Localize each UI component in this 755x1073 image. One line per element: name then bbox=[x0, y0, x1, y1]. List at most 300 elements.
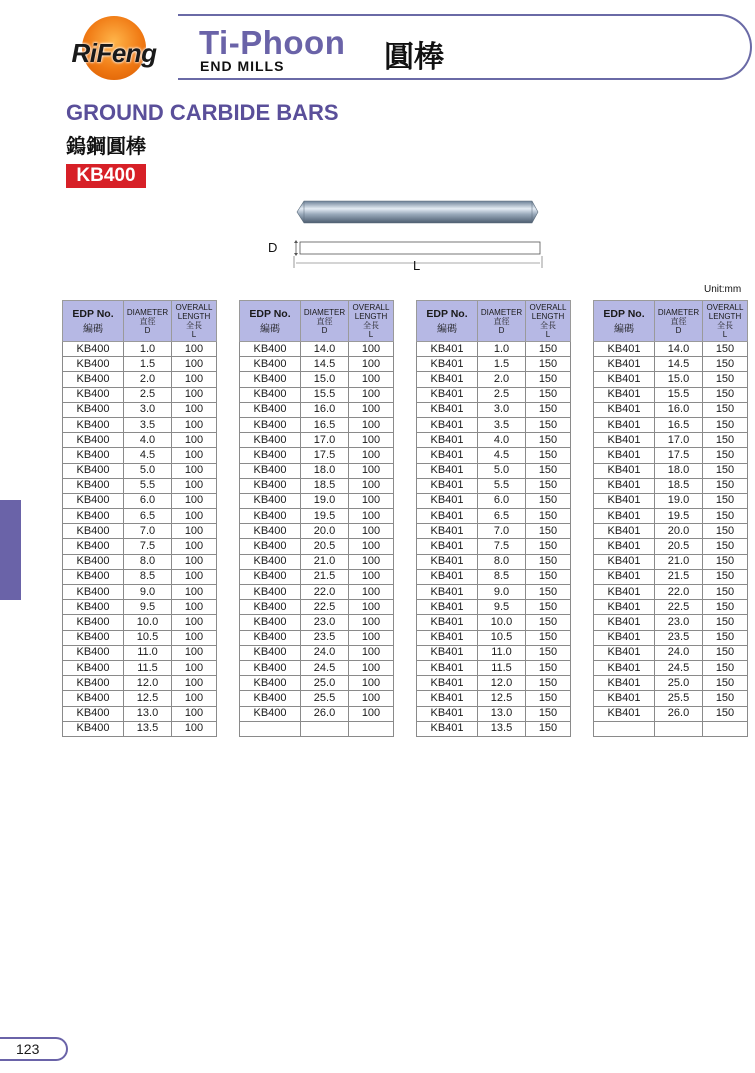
diameter-cell: 4.0 bbox=[124, 433, 172, 448]
table-row bbox=[63, 615, 217, 630]
diameter-cell: 24.5 bbox=[655, 660, 703, 675]
edp-cell: KB401 bbox=[594, 600, 655, 615]
edp-cell: KB400 bbox=[63, 463, 124, 478]
table-row bbox=[240, 645, 394, 660]
table-row bbox=[240, 569, 394, 584]
diameter-cell bbox=[301, 721, 349, 736]
length-cell: 150 bbox=[703, 600, 748, 615]
diameter-cell: 6.5 bbox=[124, 509, 172, 524]
diameter-cell: 10.5 bbox=[478, 630, 526, 645]
table-row bbox=[417, 615, 571, 630]
edp-cell: KB401 bbox=[594, 676, 655, 691]
edp-cell: KB401 bbox=[417, 509, 478, 524]
table-row bbox=[63, 463, 217, 478]
chapter-side-tab bbox=[0, 500, 21, 600]
diameter-cell: 17.5 bbox=[655, 448, 703, 463]
length-cell: 150 bbox=[703, 342, 748, 357]
edp-cell: KB400 bbox=[240, 569, 301, 584]
table-row bbox=[594, 357, 748, 372]
length-cell: 150 bbox=[703, 493, 748, 508]
diameter-cell: 5.0 bbox=[478, 463, 526, 478]
edp-cell: KB400 bbox=[63, 524, 124, 539]
diameter-cell: 14.5 bbox=[301, 357, 349, 372]
edp-cell: KB401 bbox=[417, 357, 478, 372]
table-row bbox=[594, 448, 748, 463]
table-row bbox=[240, 463, 394, 478]
dimension-diagram bbox=[264, 236, 554, 278]
diameter-cell: 14.0 bbox=[301, 342, 349, 357]
edp-cell: KB401 bbox=[417, 493, 478, 508]
length-cell: 150 bbox=[703, 554, 748, 569]
length-cell: 150 bbox=[703, 660, 748, 675]
length-cell: 150 bbox=[703, 645, 748, 660]
table-row bbox=[240, 706, 394, 721]
diameter-cell: 8.0 bbox=[478, 554, 526, 569]
edp-cell: KB401 bbox=[417, 600, 478, 615]
diameter-cell: 13.0 bbox=[124, 706, 172, 721]
edp-cell: KB400 bbox=[63, 342, 124, 357]
edp-cell: KB400 bbox=[240, 691, 301, 706]
table-row bbox=[240, 509, 394, 524]
table-row bbox=[63, 417, 217, 432]
table-row bbox=[63, 691, 217, 706]
table-row bbox=[240, 478, 394, 493]
diameter-header: DIAMETER 直徑 D bbox=[301, 301, 349, 342]
length-cell: 100 bbox=[349, 372, 394, 387]
table-row bbox=[240, 342, 394, 357]
diameter-cell: 6.0 bbox=[124, 493, 172, 508]
edp-cell: KB401 bbox=[594, 539, 655, 554]
length-cell: 150 bbox=[526, 402, 571, 417]
table-row bbox=[240, 691, 394, 706]
diameter-cell: 9.5 bbox=[478, 600, 526, 615]
table-row bbox=[417, 524, 571, 539]
table-row bbox=[63, 387, 217, 402]
length-cell bbox=[349, 721, 394, 736]
length-cell: 100 bbox=[349, 600, 394, 615]
length-cell: 150 bbox=[526, 372, 571, 387]
section-title-cn: 鎢鋼圓棒 bbox=[66, 134, 146, 158]
diameter-cell: 21.5 bbox=[655, 569, 703, 584]
length-cell: 100 bbox=[172, 554, 217, 569]
edp-cell: KB401 bbox=[417, 402, 478, 417]
edp-cell: KB401 bbox=[417, 706, 478, 721]
edp-cell: KB400 bbox=[63, 569, 124, 584]
table-row bbox=[417, 554, 571, 569]
diameter-cell: 3.5 bbox=[478, 417, 526, 432]
table-row bbox=[417, 721, 571, 736]
length-cell: 100 bbox=[172, 509, 217, 524]
diameter-cell: 8.0 bbox=[124, 554, 172, 569]
table-row bbox=[594, 493, 748, 508]
length-cell: 100 bbox=[349, 478, 394, 493]
diameter-cell: 6.0 bbox=[478, 493, 526, 508]
table-row bbox=[594, 417, 748, 432]
table-row bbox=[594, 645, 748, 660]
table-row bbox=[63, 706, 217, 721]
length-cell: 150 bbox=[703, 433, 748, 448]
length-cell: 150 bbox=[526, 630, 571, 645]
edp-cell bbox=[594, 721, 655, 736]
edp-cell: KB401 bbox=[594, 493, 655, 508]
table-row bbox=[63, 600, 217, 615]
diameter-cell: 23.0 bbox=[301, 615, 349, 630]
diameter-cell: 5.0 bbox=[124, 463, 172, 478]
diameter-cell: 3.0 bbox=[124, 402, 172, 417]
diameter-cell: 11.5 bbox=[124, 660, 172, 675]
diameter-cell: 21.0 bbox=[301, 554, 349, 569]
length-cell: 150 bbox=[703, 478, 748, 493]
edp-cell: KB400 bbox=[63, 417, 124, 432]
table-row bbox=[594, 433, 748, 448]
diameter-cell: 22.5 bbox=[301, 600, 349, 615]
edp-cell bbox=[240, 721, 301, 736]
diameter-cell: 4.5 bbox=[478, 448, 526, 463]
length-cell: 100 bbox=[172, 645, 217, 660]
diameter-cell: 10.0 bbox=[124, 615, 172, 630]
table-row bbox=[417, 676, 571, 691]
spec-table-1 bbox=[62, 300, 217, 737]
diameter-cell: 16.0 bbox=[301, 402, 349, 417]
length-cell: 150 bbox=[703, 706, 748, 721]
length-header: OVERALL LENGTH 全長 L bbox=[172, 301, 217, 342]
table-row bbox=[240, 600, 394, 615]
length-cell: 150 bbox=[703, 524, 748, 539]
edp-cell: KB401 bbox=[417, 448, 478, 463]
length-cell: 150 bbox=[526, 387, 571, 402]
table-row bbox=[417, 645, 571, 660]
table-row bbox=[63, 402, 217, 417]
edp-cell: KB401 bbox=[417, 554, 478, 569]
table-row bbox=[240, 402, 394, 417]
length-cell: 150 bbox=[526, 660, 571, 675]
length-cell: 100 bbox=[349, 417, 394, 432]
length-cell: 100 bbox=[172, 721, 217, 736]
edp-cell: KB400 bbox=[240, 585, 301, 600]
diameter-cell: 22.0 bbox=[301, 585, 349, 600]
spec-table-4 bbox=[593, 300, 748, 737]
diameter-cell: 2.5 bbox=[478, 387, 526, 402]
table-row bbox=[63, 433, 217, 448]
table-row bbox=[594, 615, 748, 630]
edp-cell: KB401 bbox=[594, 463, 655, 478]
diameter-cell: 6.5 bbox=[478, 509, 526, 524]
table-row bbox=[594, 630, 748, 645]
table-row bbox=[417, 630, 571, 645]
table-row bbox=[417, 706, 571, 721]
length-cell: 100 bbox=[349, 615, 394, 630]
table-row bbox=[417, 691, 571, 706]
diameter-cell: 24.0 bbox=[655, 645, 703, 660]
edp-cell: KB401 bbox=[417, 660, 478, 675]
diameter-cell: 7.5 bbox=[124, 539, 172, 554]
length-cell: 100 bbox=[172, 387, 217, 402]
diameter-cell: 19.5 bbox=[301, 509, 349, 524]
length-cell: 100 bbox=[172, 660, 217, 675]
length-cell: 100 bbox=[172, 691, 217, 706]
table-row bbox=[417, 509, 571, 524]
length-cell: 100 bbox=[349, 585, 394, 600]
length-cell: 150 bbox=[526, 615, 571, 630]
table-row bbox=[240, 448, 394, 463]
length-cell: 100 bbox=[172, 493, 217, 508]
edp-cell: KB401 bbox=[594, 645, 655, 660]
table-row bbox=[63, 569, 217, 584]
spec-table-3 bbox=[416, 300, 571, 737]
diameter-cell: 2.5 bbox=[124, 387, 172, 402]
edp-cell: KB401 bbox=[417, 569, 478, 584]
length-cell: 100 bbox=[172, 372, 217, 387]
length-cell: 150 bbox=[703, 402, 748, 417]
diameter-cell: 11.0 bbox=[124, 645, 172, 660]
table-row bbox=[240, 433, 394, 448]
table-row bbox=[594, 691, 748, 706]
edp-cell: KB400 bbox=[240, 402, 301, 417]
edp-header: EDP No. 編碼 bbox=[417, 301, 478, 342]
length-cell: 150 bbox=[703, 448, 748, 463]
edp-cell: KB400 bbox=[240, 493, 301, 508]
diameter-cell: 20.5 bbox=[655, 539, 703, 554]
length-cell: 150 bbox=[526, 600, 571, 615]
diameter-cell: 4.5 bbox=[124, 448, 172, 463]
edp-cell: KB401 bbox=[594, 706, 655, 721]
diameter-cell: 5.5 bbox=[478, 478, 526, 493]
edp-cell: KB400 bbox=[63, 509, 124, 524]
diameter-cell: 16.5 bbox=[655, 417, 703, 432]
diameter-label: D bbox=[268, 240, 278, 255]
edp-cell: KB401 bbox=[417, 417, 478, 432]
diameter-cell: 15.5 bbox=[655, 387, 703, 402]
edp-cell: KB401 bbox=[594, 660, 655, 675]
rifeng-logo bbox=[58, 16, 170, 78]
edp-header: EDP No. 編碼 bbox=[63, 301, 124, 342]
length-cell: 150 bbox=[703, 630, 748, 645]
length-cell: 100 bbox=[172, 357, 217, 372]
edp-cell: KB401 bbox=[594, 417, 655, 432]
diameter-cell: 10.0 bbox=[478, 615, 526, 630]
length-cell: 100 bbox=[349, 524, 394, 539]
diameter-cell: 21.0 bbox=[655, 554, 703, 569]
length-cell: 100 bbox=[349, 660, 394, 675]
product-code-badge: KB400 bbox=[66, 164, 146, 188]
edp-cell: KB401 bbox=[594, 630, 655, 645]
edp-cell: KB400 bbox=[63, 448, 124, 463]
table-row bbox=[594, 478, 748, 493]
diameter-cell: 8.5 bbox=[478, 569, 526, 584]
diameter-cell: 7.0 bbox=[478, 524, 526, 539]
length-cell: 100 bbox=[172, 600, 217, 615]
edp-cell: KB401 bbox=[594, 433, 655, 448]
table-row bbox=[594, 539, 748, 554]
edp-cell: KB400 bbox=[63, 539, 124, 554]
edp-cell: KB400 bbox=[63, 387, 124, 402]
table-row bbox=[417, 372, 571, 387]
edp-cell: KB400 bbox=[63, 433, 124, 448]
table-row bbox=[240, 387, 394, 402]
edp-cell: KB401 bbox=[594, 448, 655, 463]
edp-cell: KB400 bbox=[240, 539, 301, 554]
unit-label: Unit:mm bbox=[704, 284, 742, 295]
length-cell: 150 bbox=[703, 569, 748, 584]
table-row bbox=[417, 448, 571, 463]
length-cell: 100 bbox=[349, 569, 394, 584]
length-cell: 100 bbox=[172, 448, 217, 463]
carbide-bar-illustration bbox=[294, 198, 540, 226]
length-cell: 100 bbox=[349, 676, 394, 691]
length-cell: 150 bbox=[703, 676, 748, 691]
edp-cell: KB400 bbox=[63, 600, 124, 615]
diameter-cell: 18.0 bbox=[655, 463, 703, 478]
length-cell: 100 bbox=[349, 463, 394, 478]
table-row bbox=[594, 463, 748, 478]
table-row bbox=[63, 478, 217, 493]
diameter-cell: 13.5 bbox=[124, 721, 172, 736]
table-row bbox=[594, 554, 748, 569]
diameter-cell: 19.5 bbox=[655, 509, 703, 524]
table-row bbox=[63, 585, 217, 600]
diameter-cell: 23.0 bbox=[655, 615, 703, 630]
edp-cell: KB400 bbox=[63, 357, 124, 372]
table-row bbox=[417, 357, 571, 372]
diameter-cell: 23.5 bbox=[301, 630, 349, 645]
length-cell: 150 bbox=[526, 676, 571, 691]
edp-cell: KB400 bbox=[63, 554, 124, 569]
edp-cell: KB400 bbox=[240, 630, 301, 645]
length-cell: 150 bbox=[526, 569, 571, 584]
diameter-cell: 12.5 bbox=[124, 691, 172, 706]
table-row bbox=[240, 660, 394, 675]
length-cell: 150 bbox=[526, 645, 571, 660]
edp-cell: KB401 bbox=[594, 691, 655, 706]
edp-cell: KB401 bbox=[417, 463, 478, 478]
length-header: OVERALL LENGTH 全長 L bbox=[526, 301, 571, 342]
diameter-cell: 26.0 bbox=[301, 706, 349, 721]
diameter-cell: 15.5 bbox=[301, 387, 349, 402]
table-row bbox=[240, 417, 394, 432]
length-cell: 150 bbox=[703, 615, 748, 630]
edp-cell: KB400 bbox=[240, 615, 301, 630]
length-cell: 100 bbox=[172, 463, 217, 478]
diameter-cell: 5.5 bbox=[124, 478, 172, 493]
edp-cell: KB401 bbox=[594, 585, 655, 600]
edp-cell: KB400 bbox=[63, 676, 124, 691]
diameter-cell: 3.5 bbox=[124, 417, 172, 432]
length-cell: 100 bbox=[349, 433, 394, 448]
diameter-cell: 18.5 bbox=[301, 478, 349, 493]
table-row bbox=[240, 372, 394, 387]
length-cell: 100 bbox=[172, 706, 217, 721]
table-row bbox=[417, 569, 571, 584]
table-row bbox=[240, 615, 394, 630]
edp-header: EDP No. 編碼 bbox=[594, 301, 655, 342]
length-cell: 150 bbox=[703, 509, 748, 524]
length-cell: 150 bbox=[703, 357, 748, 372]
table-row bbox=[594, 660, 748, 675]
length-header: OVERALL LENGTH 全長 L bbox=[349, 301, 394, 342]
length-cell: 150 bbox=[526, 706, 571, 721]
diameter-cell: 15.0 bbox=[655, 372, 703, 387]
diameter-cell: 1.0 bbox=[124, 342, 172, 357]
table-row bbox=[63, 493, 217, 508]
length-cell: 150 bbox=[526, 721, 571, 736]
edp-cell: KB400 bbox=[63, 493, 124, 508]
edp-cell: KB400 bbox=[240, 645, 301, 660]
length-cell: 150 bbox=[526, 478, 571, 493]
edp-cell: KB400 bbox=[240, 417, 301, 432]
diameter-cell: 17.5 bbox=[301, 448, 349, 463]
length-cell: 100 bbox=[172, 539, 217, 554]
diameter-cell: 12.0 bbox=[478, 676, 526, 691]
diameter-cell: 16.5 bbox=[301, 417, 349, 432]
edp-cell: KB401 bbox=[417, 372, 478, 387]
edp-cell: KB401 bbox=[594, 554, 655, 569]
table-row bbox=[63, 676, 217, 691]
table-row bbox=[63, 509, 217, 524]
edp-cell: KB400 bbox=[240, 600, 301, 615]
table-row bbox=[63, 342, 217, 357]
diameter-cell: 14.5 bbox=[655, 357, 703, 372]
table-row bbox=[240, 676, 394, 691]
length-cell: 150 bbox=[526, 585, 571, 600]
length-cell: 100 bbox=[172, 524, 217, 539]
diameter-cell: 17.0 bbox=[301, 433, 349, 448]
table-row bbox=[63, 660, 217, 675]
diameter-cell: 17.0 bbox=[655, 433, 703, 448]
edp-cell: KB400 bbox=[240, 509, 301, 524]
edp-cell: KB400 bbox=[240, 357, 301, 372]
table-row bbox=[240, 524, 394, 539]
length-cell: 100 bbox=[349, 448, 394, 463]
length-cell: 100 bbox=[172, 342, 217, 357]
table-row bbox=[417, 417, 571, 432]
diameter-cell: 25.5 bbox=[301, 691, 349, 706]
edp-cell: KB401 bbox=[594, 569, 655, 584]
diameter-cell bbox=[655, 721, 703, 736]
table-row bbox=[594, 387, 748, 402]
length-cell: 100 bbox=[349, 509, 394, 524]
table-row bbox=[240, 539, 394, 554]
diameter-cell: 18.0 bbox=[301, 463, 349, 478]
brand-subtitle: END MILLS bbox=[200, 58, 285, 74]
length-cell: 150 bbox=[703, 463, 748, 478]
table-row bbox=[240, 554, 394, 569]
length-cell: 150 bbox=[526, 524, 571, 539]
edp-cell: KB401 bbox=[417, 585, 478, 600]
diameter-cell: 19.0 bbox=[301, 493, 349, 508]
length-cell: 100 bbox=[349, 691, 394, 706]
length-cell: 150 bbox=[526, 509, 571, 524]
diameter-cell: 9.0 bbox=[478, 585, 526, 600]
table-row bbox=[240, 357, 394, 372]
edp-cell: KB401 bbox=[594, 524, 655, 539]
edp-cell: KB401 bbox=[417, 721, 478, 736]
diameter-cell: 7.0 bbox=[124, 524, 172, 539]
length-cell: 150 bbox=[526, 554, 571, 569]
length-cell: 150 bbox=[526, 417, 571, 432]
diameter-cell: 14.0 bbox=[655, 342, 703, 357]
table-row bbox=[63, 372, 217, 387]
table-row bbox=[417, 478, 571, 493]
diameter-cell: 24.0 bbox=[301, 645, 349, 660]
table-row bbox=[417, 402, 571, 417]
edp-cell: KB400 bbox=[240, 433, 301, 448]
table-row bbox=[417, 493, 571, 508]
diameter-cell: 19.0 bbox=[655, 493, 703, 508]
table-row bbox=[63, 554, 217, 569]
table-row bbox=[63, 630, 217, 645]
diameter-cell: 16.0 bbox=[655, 402, 703, 417]
table-row bbox=[63, 539, 217, 554]
